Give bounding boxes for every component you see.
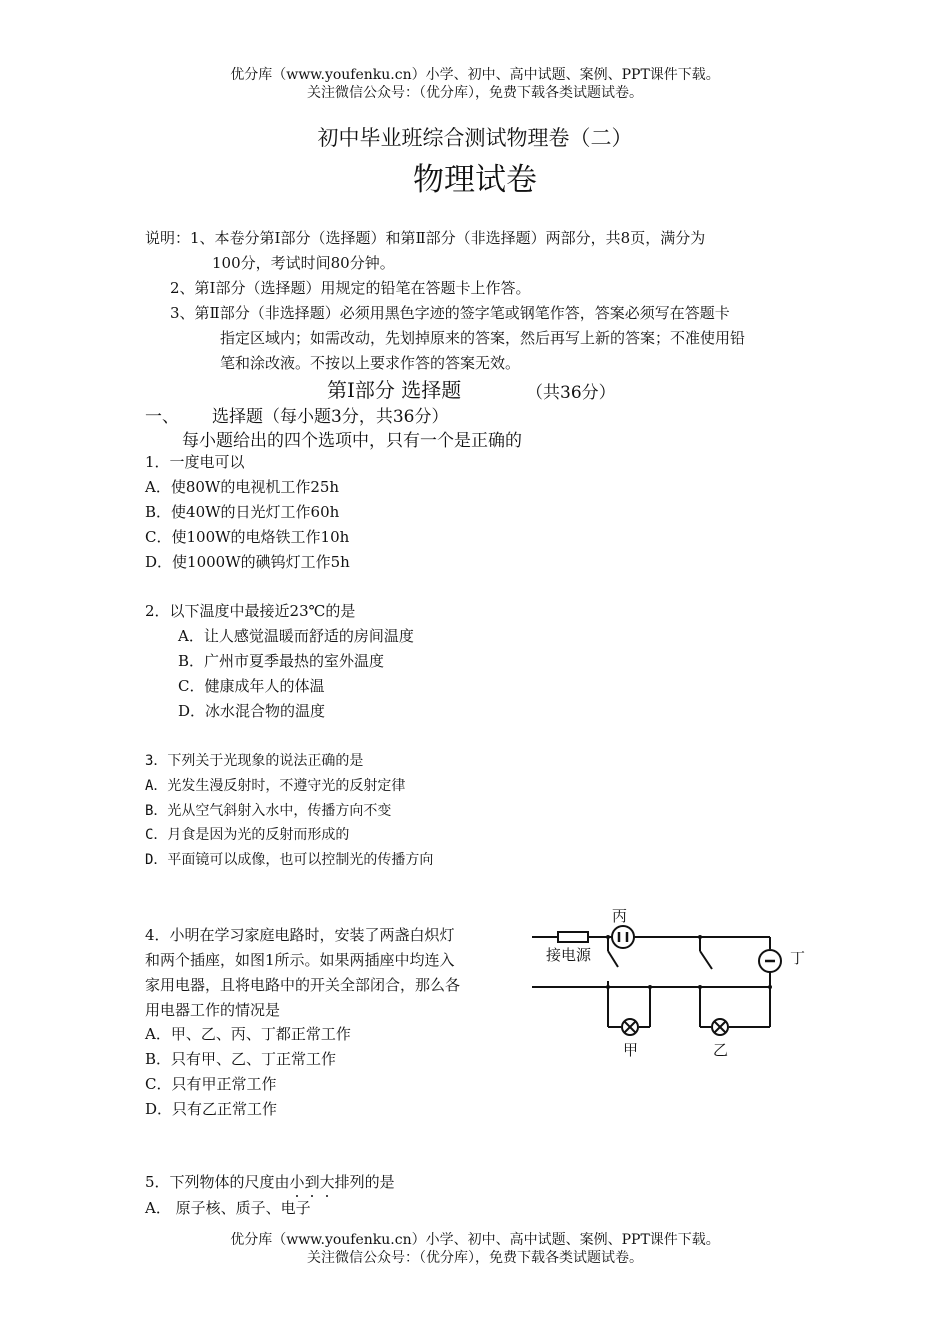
q5-emphasis-small: 小 [289,1173,305,1191]
exam-subtitle: 初中毕业班综合测试物理卷（二） [317,126,633,150]
label-ding: 丁 [790,949,806,967]
footer-line-2: 关注微信公众号：（优分库），免费下载各类试题试卷。 [307,1250,643,1266]
switch-left [608,951,618,967]
header-line-1: 优分库（www.youfenku.cn）小学、初中、高中试题、案例、PPT课件下载。 [230,67,720,83]
q2-option-d: D．冰水混合物的温度 [178,702,326,720]
q1-option-d: D．使1000W的碘钨灯工作5h [145,553,350,571]
exam-title: 物理试卷 [413,162,537,198]
q3-option-b: B．光从空气斜射入水中，传播方向不变 [145,803,392,819]
q2-option-a: A．让人感觉温暖而舒适的房间温度 [178,627,414,645]
label-source: 接电源 [546,946,592,964]
q4-stem-line-2: 和两个插座，如图1所示。如果两插座中均连入 [145,951,455,969]
q3-option-a: A．光发生漫反射时，不遵守光的反射定律 [145,778,406,794]
fuse-symbol [558,932,588,942]
note-3a: 3、第Ⅱ部分（非选择题）必须用黑色字迹的签字笔或钢笔作答，答案必须写在答题卡 [170,304,730,322]
label-yi: 乙 [713,1041,729,1059]
switch-right [700,951,712,969]
footer-line-1: 优分库（www.youfenku.cn）小学、初中、高中试题、案例、PPT课件下载。 [230,1232,720,1248]
section-instruction: 每小题给出的四个选项中，只有一个是正确的 [182,431,522,451]
q5-emphasis-large: 大 [319,1173,335,1191]
q2-option-c: C．健康成年人的体温 [178,677,325,695]
q1-option-b: B．使40W的日光灯工作60h [145,503,340,521]
q1-option-a: A．使80W的电视机工作25h [145,478,340,496]
header-line-2: 关注微信公众号：（优分库），免费下载各类试题试卷。 [307,85,643,101]
note-3b: 指定区域内；如需改动，先划掉原来的答案，然后再写上新的答案；不准使用铅 [220,329,746,347]
section-label: 选择题（每小题3分，共36分） [212,407,449,427]
section-number: 一、 [145,407,179,427]
note-1a: 说明：1、本卷分第Ⅰ部分（选择题）和第Ⅱ部分（非选择题）两部分，共8页，满分为 [145,229,706,247]
q3-option-c: C．月食是因为光的反射而形成的 [145,827,350,843]
note-3c: 笔和涂改液。不按以上要求作答的答案无效。 [220,354,521,372]
q4-option-d: D．只有乙正常工作 [145,1100,278,1118]
q2-option-b: B．广州市夏季最热的室外温度 [178,652,385,670]
note-1b: 100分，考试时间80分钟。 [212,254,395,272]
q4-option-c: C．只有甲正常工作 [145,1075,277,1093]
q4-option-b: B．只有甲、乙、丁正常工作 [145,1050,337,1068]
note-2: 2、第Ⅰ部分（选择题）用规定的铅笔在答题卡上作答。 [170,279,531,297]
q4-option-a: A．甲、乙、丙、丁都正常工作 [145,1025,351,1043]
label-bing: 丙 [612,907,628,925]
q5-stem-pre: 5．下列物体的尺度由 [145,1173,290,1191]
q5-emphasis-to: 到 [304,1173,320,1191]
q5-stem-post: 排列的是 [334,1173,395,1191]
q1-option-c: C．使100W的电烙铁工作10h [145,528,350,546]
part1-score: （共36分） [526,383,616,403]
q4-stem-line-3: 家用电器，且将电路中的开关全部闭合，那么各 [145,976,461,994]
circuit-diagram [520,895,820,1070]
q1-stem: 1．一度电可以 [145,453,245,471]
q4-stem-line-1: 4．小明在学习家庭电路时，安装了两盏白炽灯 [145,926,455,944]
q2-stem: 2．以下温度中最接近23℃的是 [145,602,356,620]
label-jia: 甲 [623,1041,639,1059]
part1-title: 第Ⅰ部分 选择题 [327,378,462,402]
q5-stem [145,1171,395,1192]
q3-option-d: D．平面镜可以成像，也可以控制光的传播方向 [145,852,434,868]
q5-option-a: A． 原子核、质子、电子 [145,1199,311,1217]
q3-stem: 3．下列关于光现象的说法正确的是 [145,753,364,769]
socket-bing-symbol [612,926,634,948]
q4-stem-line-4: 用电器工作的情况是 [145,1001,281,1019]
